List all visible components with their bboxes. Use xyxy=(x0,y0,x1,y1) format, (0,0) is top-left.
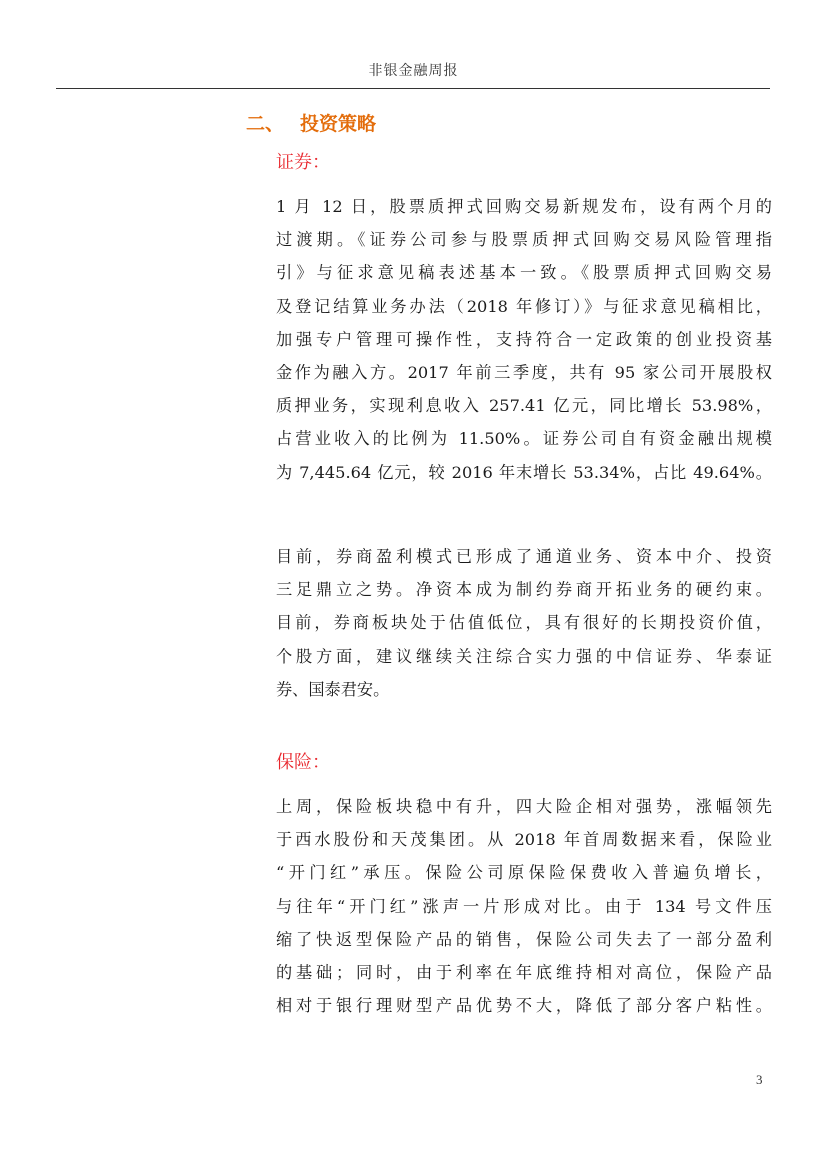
text-line: 的基础；同时，由于利率在年底维持相对高位，保险产品 xyxy=(276,963,772,983)
section-number: 二、 xyxy=(246,113,285,135)
securities-heading: 证券： xyxy=(276,152,330,173)
text-line: 上周，保险板块稳中有升，四大险企相对强势，涨幅领先 xyxy=(276,797,772,816)
text-line: 1 月 12 日，股票质押式回购交易新规发布，设有两个月的 xyxy=(276,197,772,216)
text-line: 目前，券商板块处于估值低位，具有很好的长期投资价值， xyxy=(276,613,772,633)
text-line: 过渡期。《证券公司参与股票质押式回购交易风险管理指 xyxy=(276,230,772,250)
text-line: 占营业收入的比例为 11.50%。证券公司自有资金融出规模 xyxy=(276,429,772,449)
text-line: 相对于银行理财型产品优势不大，降低了部分客户粘性。 xyxy=(276,996,772,1016)
securities-paragraph-2 xyxy=(276,540,772,706)
text-line: 及登记结算业务办法（2018 年修订）》与征求意见稿相比， xyxy=(276,296,772,316)
section-heading xyxy=(246,109,376,136)
text-line: 金作为融入方。2017 年前三季度，共有 95 家公司开展股权 xyxy=(276,363,772,383)
header-divider xyxy=(56,88,770,89)
text-line: 三足鼎立之势。净资本成为制约券商开拓业务的硬约束。 xyxy=(276,580,772,600)
text-line: 引》与征求意见稿表述基本一致。《股票质押式回购交易 xyxy=(276,263,772,283)
report-title: 非银金融周报 xyxy=(368,63,459,79)
page-number: 3 xyxy=(756,1072,763,1087)
text-line: 质押业务，实现利息收入 257.41 亿元，同比增长 53.98%， xyxy=(276,396,772,416)
text-line: “开门红”承压。保险公司原保险保费收入普遍负增长， xyxy=(276,863,772,883)
text-line: 与往年“开门红”涨声一片形成对比。由于 134 号文件压 xyxy=(276,896,772,916)
securities-paragraph-1 xyxy=(276,190,772,489)
section-title: 投资策略 xyxy=(300,113,377,135)
text-line: 为 7,445.64 亿元，较 2016 年末增长 53.34%，占比 49.64%。 xyxy=(276,462,772,482)
text-line: 券、国泰君安。 xyxy=(276,679,390,699)
insurance-heading: 保险： xyxy=(276,752,330,773)
insurance-paragraph xyxy=(276,790,772,1022)
text-line: 于西水股份和天茂集团。从 2018 年首周数据来看，保险业 xyxy=(276,830,772,850)
text-line: 个股方面，建议继续关注综合实力强的中信证券、华泰证 xyxy=(276,646,772,666)
page-header xyxy=(0,0,827,90)
text-line: 目前，券商盈利模式已形成了通道业务、资本中介、投资 xyxy=(276,547,772,566)
text-line: 加强专户管理可操作性，支持符合一定政策的创业投资基 xyxy=(276,329,772,349)
text-line: 缩了快返型保险产品的销售，保险公司失去了一部分盈利 xyxy=(276,929,772,949)
